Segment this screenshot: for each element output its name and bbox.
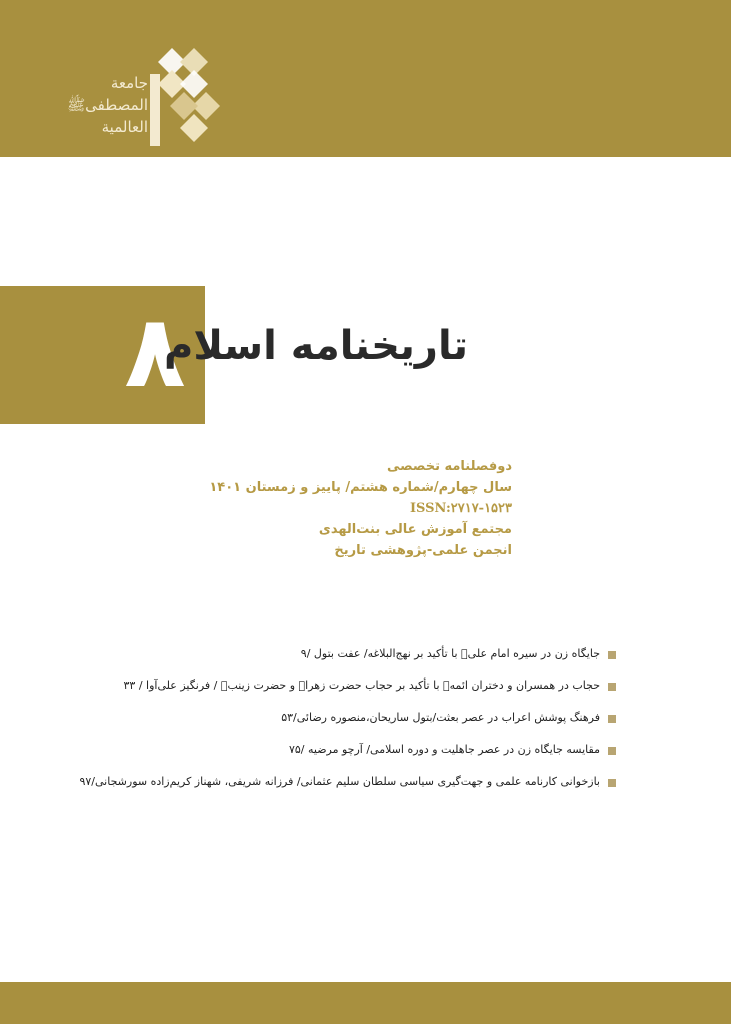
logo-text: [66, 72, 148, 138]
logo-line-1: جامعة: [110, 74, 148, 92]
issue-number: ۸: [124, 293, 186, 410]
journal-type: دوفصلنامه تخصصی: [386, 459, 512, 474]
toc-bullet: [608, 651, 616, 659]
toc-item-text: حجاب در همسران و دختران ائمهؑ با تأکید بر حجاب حضرت زهراؑ و حضرت زینبؑ / فرنگیز علی‌آوا / ۳۳: [123, 679, 600, 692]
almustafa-logo-icon: [150, 44, 220, 154]
toc-item: [60, 772, 616, 804]
toc-item-text: فرهنگ پوشش اعراب در عصر بعثت/بتول ساریحان،منصوره رضائی/۵۳: [281, 711, 600, 724]
toc-item: [60, 740, 616, 772]
journal-title: تاریخنامه اسلام: [164, 323, 468, 369]
toc-item: [60, 708, 616, 740]
logo-line-2: المصطفیﷺ: [67, 96, 148, 114]
toc-item-text: جایگاه زن در سیره امام علیؑ با تأکید بر نهج‌البلاغه/ عفت بتول /۹: [300, 647, 600, 660]
table-of-contents: [60, 644, 616, 804]
issn: ISSN:۲۷۱۷-۱۵۲۳: [409, 501, 512, 516]
toc-bullet: [608, 747, 616, 755]
logo-line-3: العالمیة: [101, 118, 148, 136]
toc-bullet: [608, 715, 616, 723]
toc-bullet: [608, 779, 616, 787]
institution: مجتمع آموزش عالی بنت‌الهدی: [318, 522, 512, 537]
toc-item: [60, 676, 616, 708]
toc-item: [60, 644, 616, 676]
journal-info: [180, 456, 512, 561]
year-issue: سال چهارم/شماره هشتم/ پاییز و زمستان ۱۴۰۱: [209, 480, 512, 495]
toc-bullet: [608, 683, 616, 691]
association: انجمن علمی-پژوهشی تاریخ: [334, 543, 512, 558]
toc-item-text: مقایسه جایگاه زن در عصر جاهلیت و دوره اسلامی/ آرچو مرضیه /۷۵: [288, 743, 600, 756]
toc-item-text: بازخوانی کارنامه علمی و جهت‌گیری سیاسی سلطان سلیم عثمانی/ فرزانه شریفی، شهناز کریم‌زاده سورشجانی/۹۷: [79, 775, 600, 788]
bottom-banner: [0, 982, 731, 1024]
